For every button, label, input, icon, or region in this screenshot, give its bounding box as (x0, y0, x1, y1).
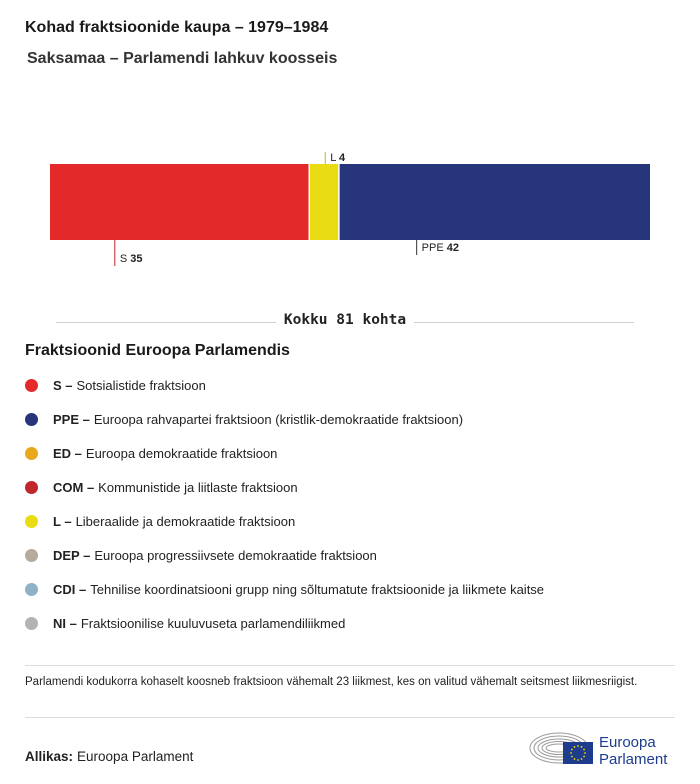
legend-abbr: COM – (53, 479, 95, 495)
legend-item (25, 538, 544, 572)
legend-color-dot (25, 515, 38, 528)
total-seats-label: Kokku 81 kohta (276, 312, 414, 328)
legend-color-dot (25, 413, 38, 426)
legend-color-dot (25, 583, 38, 596)
data-label-l: L 4 (330, 152, 346, 164)
bar-segment-l (309, 164, 339, 240)
bar-segment-ppe (339, 164, 650, 240)
legend-text: Euroopa progressiivsete demokraatide fraktsioon (94, 547, 377, 563)
legend (25, 368, 544, 640)
legend-abbr: DEP – (53, 547, 91, 563)
logo-text: Euroopa Parlament (599, 734, 668, 768)
source-value: Euroopa Parlament (77, 749, 194, 764)
star-icon (577, 759, 579, 761)
legend-item (25, 436, 544, 470)
legend-abbr: NI – (53, 615, 77, 631)
total-seats-row (56, 312, 634, 334)
european-parliament-logo (529, 728, 679, 768)
legend-abbr: L – (53, 513, 72, 529)
legend-item (25, 402, 544, 436)
source-label: Allikas: (25, 749, 74, 764)
legend-text: Sotsialistide fraktsioon (76, 377, 206, 393)
chart-subtitle: Saksamaa – Parlamendi lahkuv koosseis (27, 50, 338, 67)
divider (25, 665, 675, 666)
legend-color-dot (25, 549, 38, 562)
source-line (25, 749, 193, 764)
parliament-hemicycle-icon (529, 728, 595, 768)
star-icon (583, 749, 585, 751)
legend-text: Fraktsioonilise kuuluvuseta parlamendiliikmed (80, 615, 346, 631)
star-icon (574, 746, 576, 748)
star-icon (577, 745, 579, 747)
legend-abbr: ED – (53, 445, 82, 461)
legend-title: Fraktsioonid Euroopa Parlamendis (25, 342, 290, 359)
star-icon (581, 746, 583, 748)
legend-color-dot (25, 379, 38, 392)
star-icon (570, 752, 572, 754)
star-icon (584, 752, 586, 754)
legend-item (25, 606, 544, 640)
legend-text: Kommunistide ja liitlaste fraktsioon (98, 479, 298, 495)
star-icon (574, 758, 576, 760)
stacked-bar-chart (0, 140, 700, 270)
legend-color-dot (25, 617, 38, 630)
legend-abbr: CDI – (53, 581, 87, 597)
legend-item (25, 368, 544, 402)
legend-abbr: PPE – (53, 411, 90, 427)
star-icon (571, 749, 573, 751)
star-icon (571, 756, 573, 758)
divider (25, 717, 675, 718)
legend-color-dot (25, 447, 38, 460)
star-icon (581, 758, 583, 760)
legend-text: Euroopa demokraatide fraktsioon (85, 445, 278, 461)
data-label-s: S 35 (119, 253, 143, 265)
footnote: Parlamendi kodukorra kohaselt koosneb fraktsioon vähemalt 23 liikmest, kes on valitud vähemalt seitsmest liikmesriigist. (25, 676, 638, 688)
legend-color-dot (25, 481, 38, 494)
star-icon (583, 756, 585, 758)
chart-title: Kohad fraktsioonide kaupa – 1979–1984 (25, 19, 329, 36)
legend-item (25, 470, 544, 504)
legend-abbr: S – (53, 377, 73, 393)
legend-text: Euroopa rahvapartei fraktsioon (kristlik-demokraatide fraktsioon) (93, 411, 464, 427)
legend-item (25, 572, 544, 606)
bar-segment-s (50, 164, 309, 240)
legend-item (25, 504, 544, 538)
data-label-ppe: PPE 42 (421, 242, 459, 254)
legend-text: Liberaalide ja demokraatide fraktsioon (75, 513, 296, 529)
legend-text: Tehnilise koordinatsiooni grupp ning sõltumatute fraktsioonide ja liikmete kaitse (90, 581, 545, 597)
